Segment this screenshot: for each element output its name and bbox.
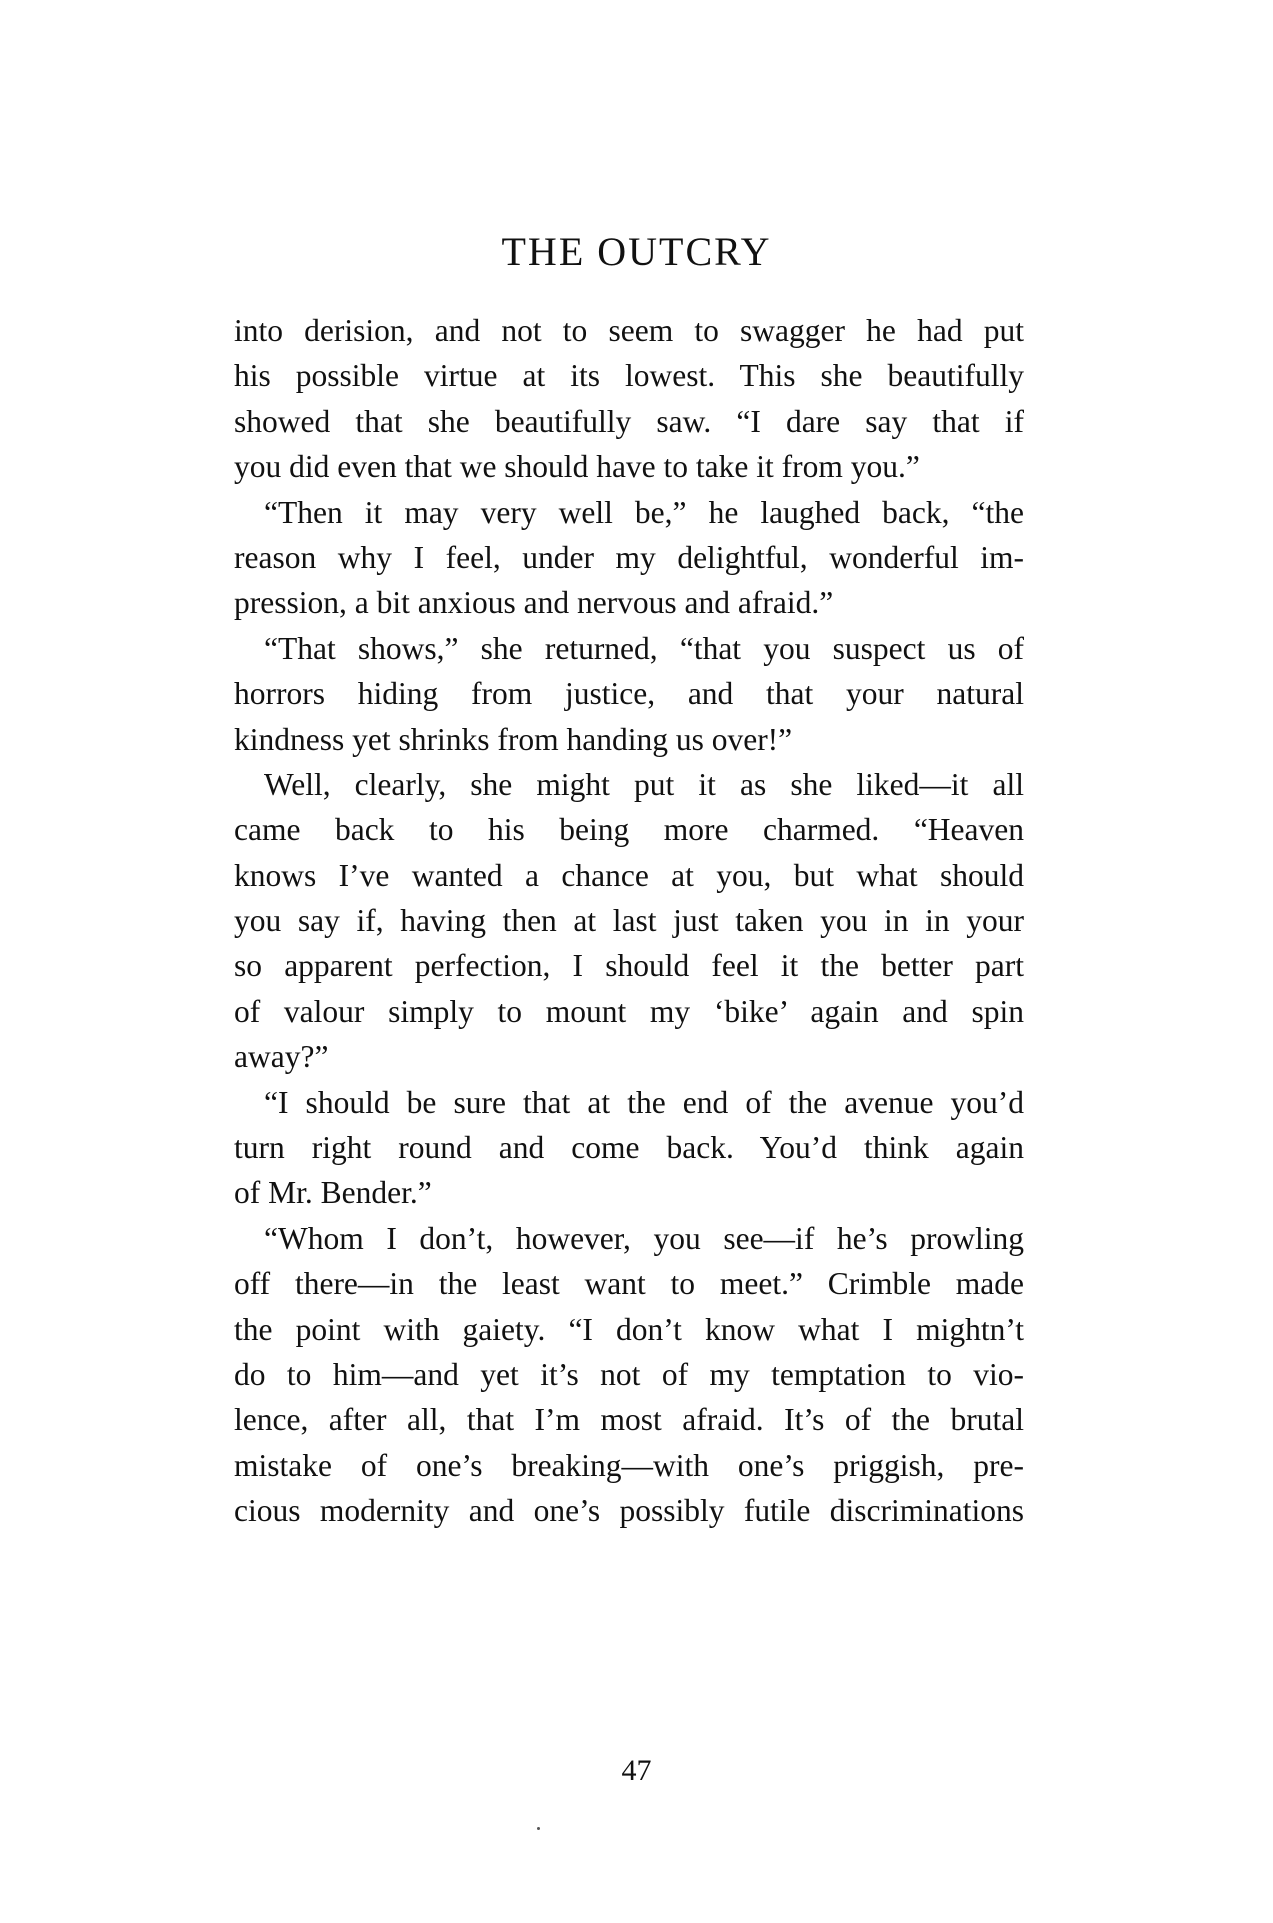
text-line: Well, clearly, she might put it as she liked—it all <box>264 766 1024 802</box>
text-line: of valour simply to mount my ‘bike’ again and spin <box>234 993 1024 1029</box>
body-text <box>234 308 1024 1534</box>
text-line: pression, a bit anxious and nervous and afraid.” <box>234 585 834 621</box>
text-line: mistake of one’s breaking—with one’s priggish, pre- <box>234 1447 1024 1483</box>
text-line: “Then it may very well be,” he laughed back, “the <box>264 494 1024 530</box>
text-line: horrors hiding from justice, and that your natural <box>234 676 1024 712</box>
text-line: into derision, and not to seem to swagger he had put <box>234 313 1024 348</box>
text-line: showed that she beautifully saw. “I dare say that if <box>234 403 1024 439</box>
text-line: away?” <box>234 1039 329 1075</box>
text-line: you did even that we should have to take it from you.” <box>234 449 920 485</box>
text-line: off there—in the least want to meet.” Crimble made <box>234 1266 1024 1302</box>
page-number: 47 <box>621 1754 652 1787</box>
text-line: do to him—and yet it’s not of my temptation to vio- <box>234 1356 1024 1392</box>
text-line: reason why I feel, under my delightful, wonderful im- <box>234 539 1024 575</box>
running-head: THE OUTCRY <box>501 229 772 274</box>
text-line: of Mr. Bender.” <box>234 1175 432 1211</box>
text-line: “Whom I don’t, however, you see—if he’s prowling <box>264 1220 1024 1256</box>
print-speck <box>537 1827 540 1830</box>
text-line: turn right round and come back. You’d think again <box>234 1130 1024 1166</box>
text-line: the point with gaiety. “I don’t know what I mightn’t <box>234 1311 1024 1347</box>
text-line: so apparent perfection, I should feel it the better part <box>234 948 1024 984</box>
text-line: cious modernity and one’s possibly futile discriminations <box>234 1493 1024 1529</box>
text-line: lence, after all, that I’m most afraid. It’s of the brutal <box>234 1402 1024 1438</box>
text-line: came back to his being more charmed. “Heaven <box>234 812 1024 848</box>
text-line: knows I’ve wanted a chance at you, but what should <box>234 857 1024 893</box>
text-line: “That shows,” she returned, “that you suspect us of <box>264 630 1024 666</box>
text-line: “I should be sure that at the end of the avenue you’d <box>264 1084 1024 1120</box>
text-line: kindness yet shrinks from handing us over!” <box>234 721 793 757</box>
text-line: his possible virtue at its lowest. This she beautifully <box>234 358 1024 394</box>
text-line: you say if, having then at last just taken you in in your <box>234 903 1024 939</box>
